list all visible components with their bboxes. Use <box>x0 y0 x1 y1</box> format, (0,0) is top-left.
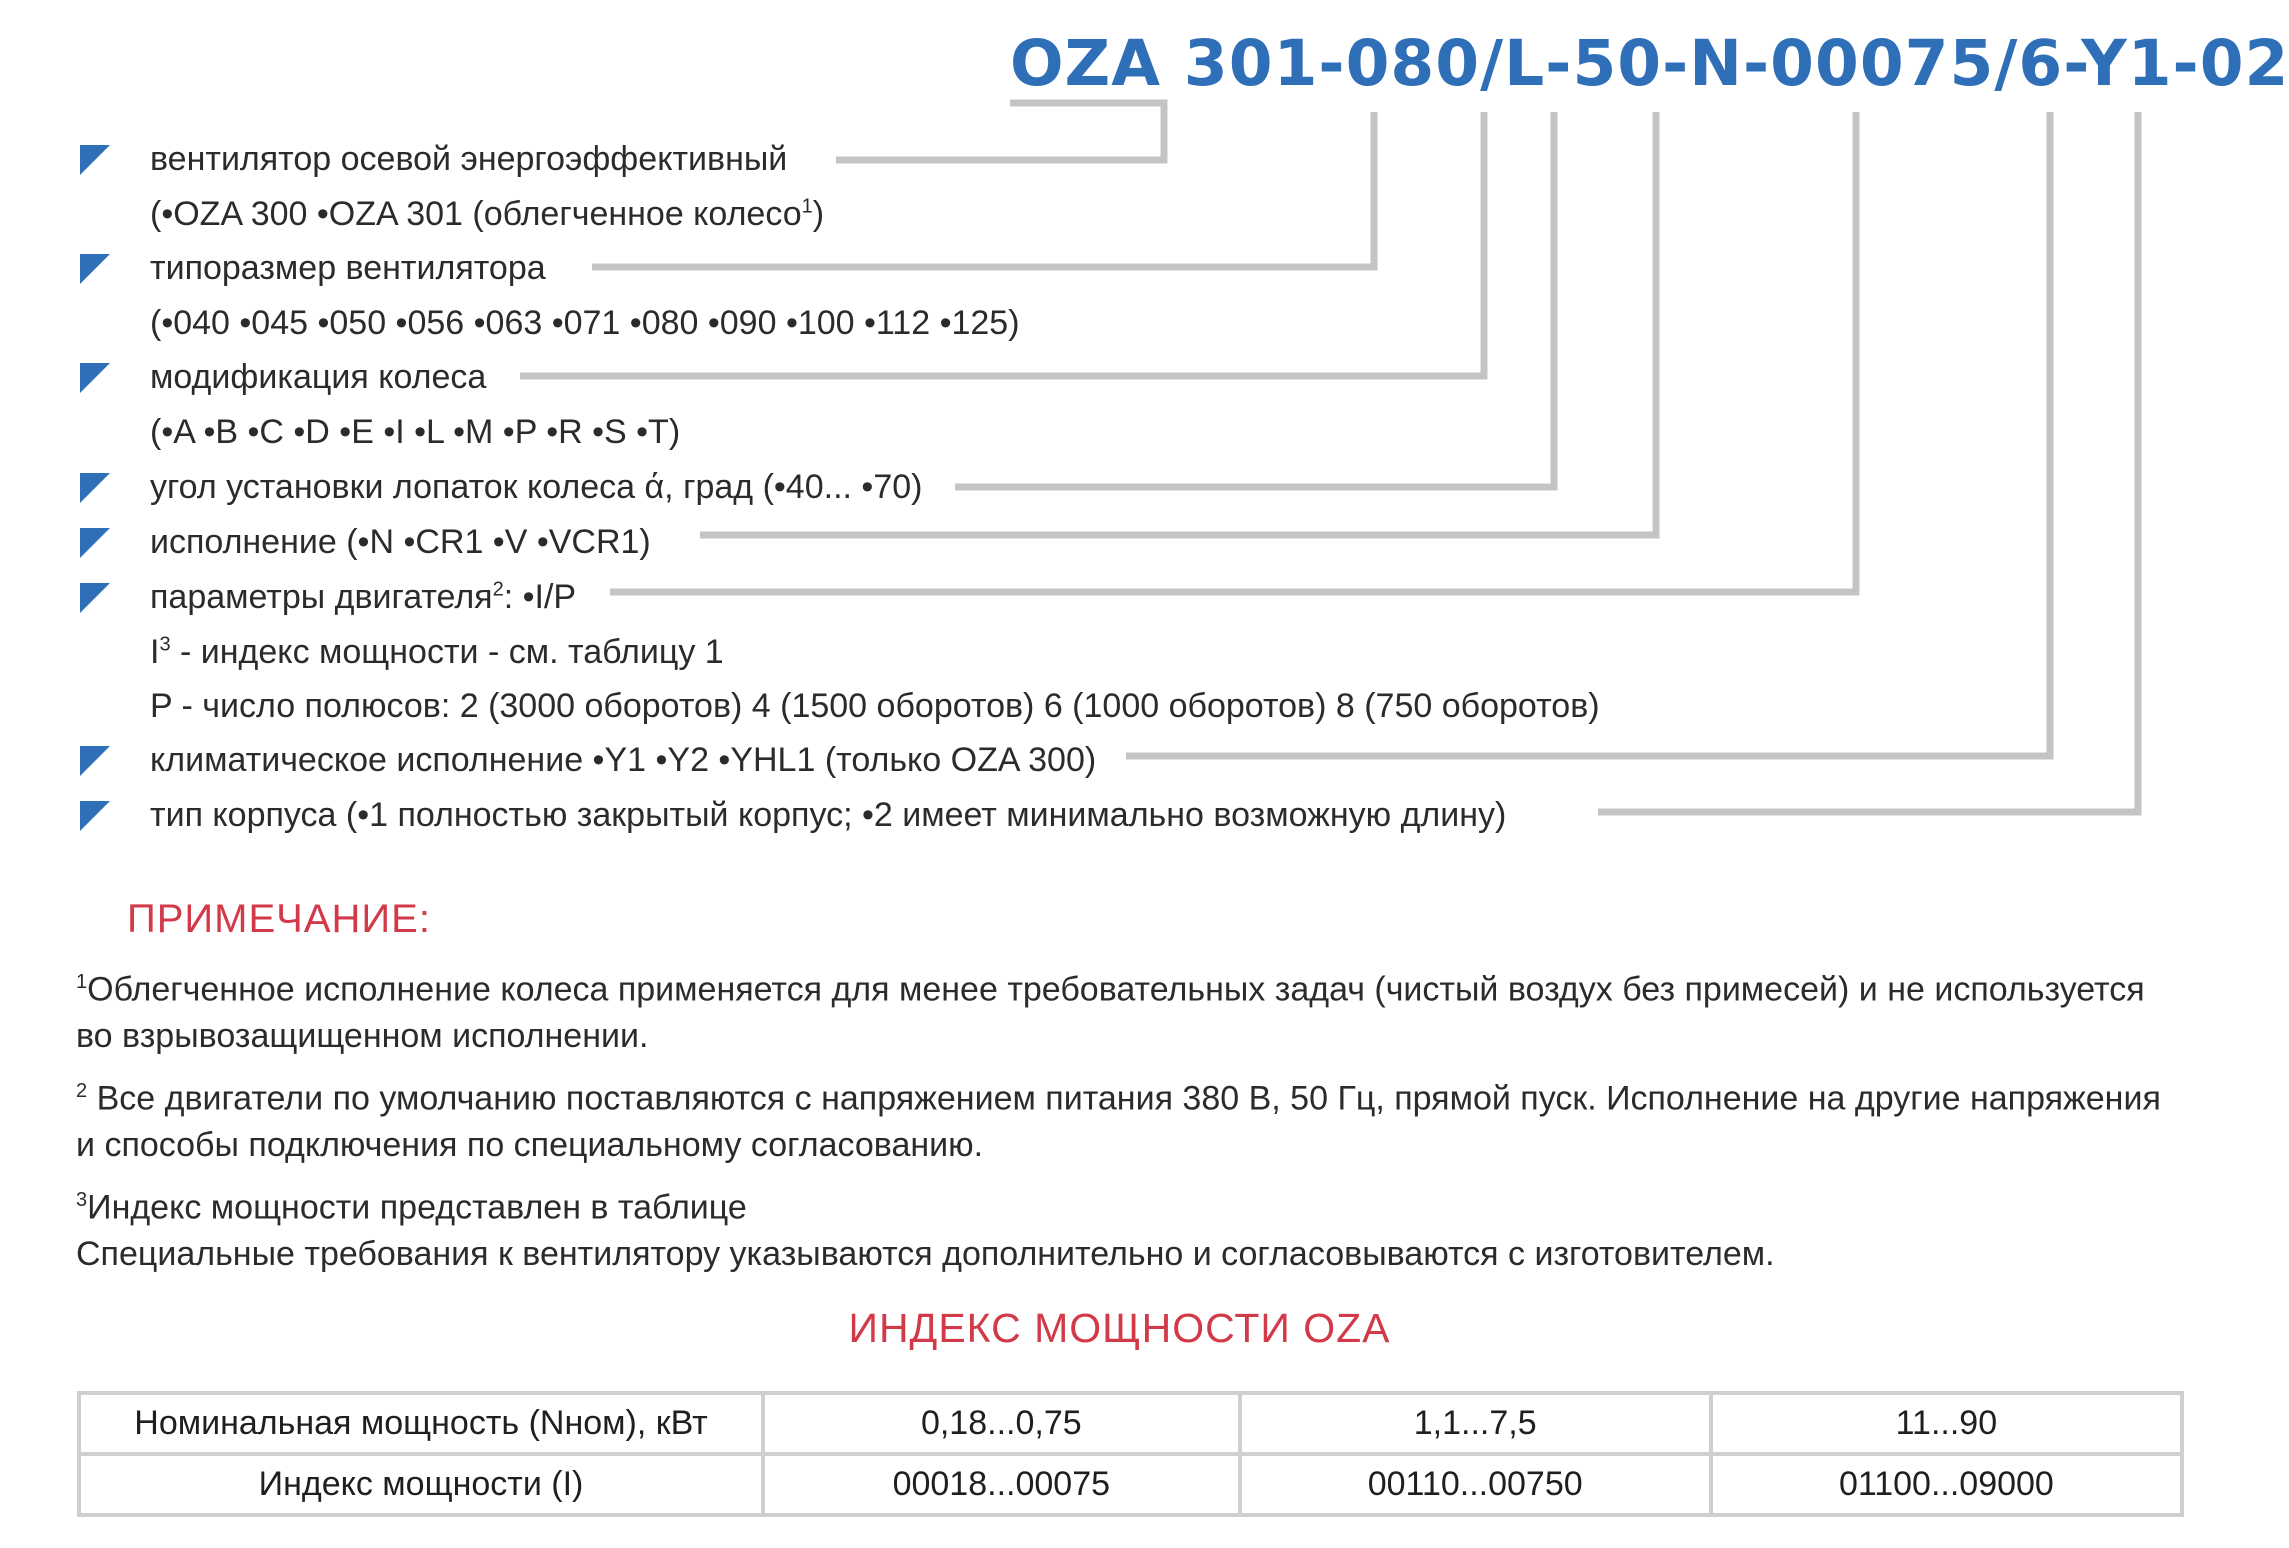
item-size-detail: (•040 •045 •050 •056 •063 •071 •080 •090 •100 •112 •125) <box>150 304 1020 342</box>
note-2-cont: и способы подключения по специальному согласованию. <box>76 1126 984 1164</box>
note-2 <box>76 1069 2161 1120</box>
item-climate-label: климатическое исполнение •Y1 •Y2 •YHL1 (только OZA 300) <box>150 741 1097 779</box>
item-housing-label: тип корпуса (•1 полностью закрытый корпус; •2 имеет минимально возможную длину) <box>150 796 1507 834</box>
bullet-triangle-icon <box>80 746 110 776</box>
code-dash: - <box>1545 27 1573 100</box>
detail-text: I <box>150 633 160 671</box>
connector-line-1 <box>836 103 1164 160</box>
code-dash: - <box>2063 27 2082 100</box>
code-size: 080 <box>1345 27 1481 100</box>
note-1 <box>76 960 2145 1011</box>
code-dash: - <box>1662 27 1690 100</box>
note-1-cont: во взрывозащищенном исполнении. <box>76 1017 649 1055</box>
item-type-label: вентилятор осевой энергоэффективный <box>150 140 788 178</box>
item-impeller-detail: (•A •B •C •D •E •I •L •M •P •R •S •T) <box>150 413 681 451</box>
footnote-ref: 2 <box>492 578 504 601</box>
footnote-ref: 1 <box>76 971 88 993</box>
code-impeller: L <box>1504 27 1546 100</box>
code-climate: Y1 <box>2081 27 2173 100</box>
note-3 <box>76 1178 747 1229</box>
footnote-ref: 2 <box>76 1080 88 1102</box>
note-text: Индекс мощности представлен в таблице <box>87 1188 747 1227</box>
item-impeller-label: модификация колеса <box>150 358 487 396</box>
code-motor: 00075/6 <box>1770 27 2064 100</box>
table-cell: 0,18...0,75 <box>763 1393 1240 1454</box>
note-text: Все двигатели по умолчанию поставляются с напряжением питания 380 В, 50 Гц, прямой пуск. Исполнение на другие напряжения <box>87 1079 2161 1118</box>
note-text: Облегченное исполнение колеса применяется для менее требовательных задач (чистый воздух без примесей) и не используется <box>87 970 2145 1009</box>
table-cell: 00018...00075 <box>763 1454 1240 1515</box>
notes-title: ПРИМЕЧАНИЕ: <box>127 897 431 941</box>
connector-line-7 <box>1126 112 2050 756</box>
item-motor-detail <box>150 630 724 674</box>
item-motor-poles: P - число полюсов: 2 (3000 оборотов) 4 (1500 оборотов) 6 (1000 оборотов) 8 (750 оборотов) <box>150 687 1600 725</box>
power-index-table <box>77 1391 2184 1517</box>
item-version-label: исполнение (•N •CR1 •V •VCR1) <box>150 523 651 561</box>
code-dash: - <box>1743 27 1771 100</box>
table-title: ИНДЕКС МОЩНОСТИ OZA <box>848 1305 1391 1351</box>
bullet-triangle-icon <box>80 254 110 284</box>
item-type-detail <box>150 192 824 236</box>
code-version: N <box>1689 27 1743 100</box>
bullet-triangle-icon <box>80 363 110 393</box>
code-prefix: OZA 301- <box>1010 27 1346 100</box>
item-angle-label: угол установки лопаток колеса ά, град (•40... •70) <box>150 468 923 506</box>
code-sep: / <box>1480 27 1505 100</box>
label-text: параметры двигателя <box>150 578 493 616</box>
connector-line-4 <box>955 112 1554 487</box>
bullet-triangle-icon <box>80 473 110 503</box>
table-row <box>79 1454 2182 1515</box>
connector-line-8 <box>1598 112 2138 812</box>
table-row-header: Номинальная мощность (Nном), кВт <box>79 1393 763 1454</box>
code-angle: 50 <box>1572 27 1663 100</box>
bullet-triangle-icon <box>80 583 110 613</box>
table-cell: 01100...09000 <box>1711 1454 2182 1515</box>
footnote-ref: 1 <box>801 195 813 218</box>
detail-text: (•OZA 300 •OZA 301 (облегченное колесо <box>150 195 802 233</box>
item-motor-label <box>150 575 576 619</box>
bullet-triangle-icon <box>80 528 110 558</box>
connector-line-6 <box>610 112 1856 592</box>
note-4: Специальные требования к вентилятору указываются дополнительно и согласовываются с изготовителем. <box>76 1235 1775 1273</box>
detail-text: - индекс мощности - см. таблицу 1 <box>170 633 724 671</box>
table-row-header: Индекс мощности (I) <box>79 1454 763 1515</box>
label-text: : •I/P <box>503 578 577 616</box>
item-size-label: типоразмер вентилятора <box>150 249 546 287</box>
code-dash: - <box>2172 27 2200 100</box>
detail-text: ) <box>812 195 825 233</box>
table-cell: 11...90 <box>1711 1393 2182 1454</box>
code-housing: 02 <box>2199 27 2289 100</box>
bullet-triangle-icon <box>80 145 110 175</box>
table-row <box>79 1393 2182 1454</box>
table-cell: 00110...00750 <box>1240 1454 1711 1515</box>
bullet-triangle-icon <box>80 801 110 831</box>
table-cell: 1,1...7,5 <box>1240 1393 1711 1454</box>
footnote-ref: 3 <box>159 633 171 656</box>
footnote-ref: 3 <box>76 1189 88 1211</box>
connector-line-2 <box>592 112 1374 267</box>
